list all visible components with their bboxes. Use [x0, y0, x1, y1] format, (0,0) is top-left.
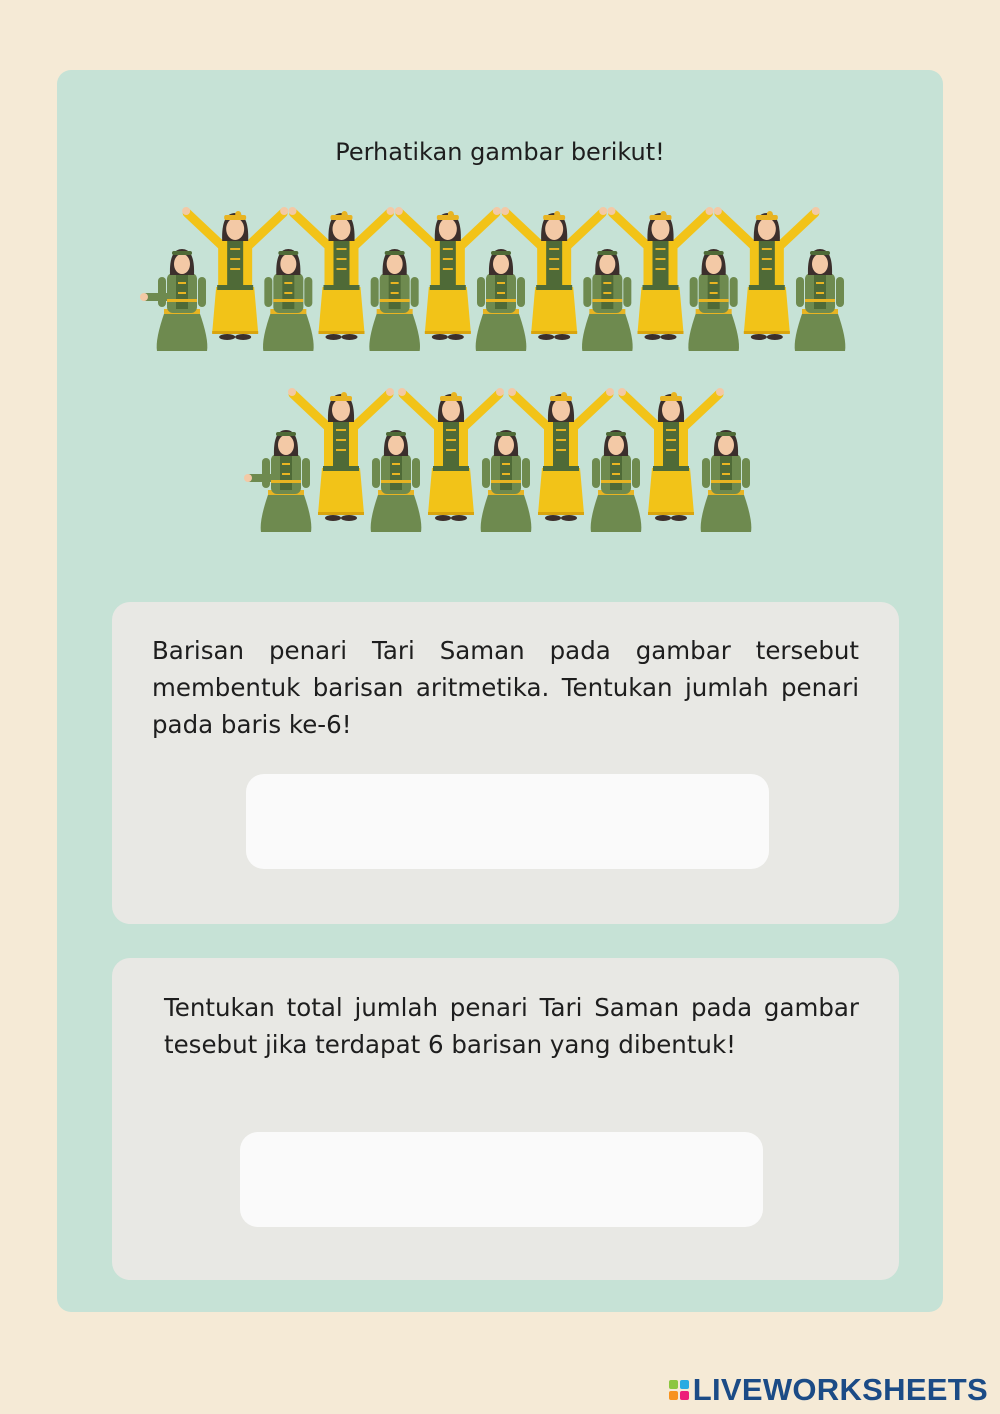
- saman-dancers-illustration: [142, 205, 860, 353]
- answer-input-1[interactable]: [246, 774, 769, 869]
- kneeling-dancer: [688, 249, 739, 351]
- question-card-1: [112, 602, 899, 924]
- kneeling-dancer: [369, 249, 420, 351]
- kneeling-dancer: [591, 430, 642, 532]
- liveworksheets-logo-icon: [669, 1380, 689, 1400]
- dancer-row-1: [142, 205, 860, 353]
- saman-dancers-illustration: [246, 386, 766, 534]
- kneeling-dancer: [795, 249, 846, 351]
- liveworksheets-brand[interactable]: [669, 1372, 988, 1408]
- question-1-text: Barisan penari Tari Saman pada gambar tersebut membentuk barisan aritmetika. Tentukan jumlah penari pada baris ke-6!: [152, 636, 859, 739]
- answer-input-2[interactable]: [240, 1132, 763, 1227]
- question-2-text: Tentukan total jumlah penari Tari Saman pada gambar tesebut jika terdapat 6 barisan yang dibentuk!: [164, 993, 859, 1059]
- kneeling-dancer: [582, 249, 633, 351]
- kneeling-dancer: [481, 430, 532, 532]
- instruction-text: Perhatikan gambar berikut!: [335, 138, 665, 166]
- kneeling-dancer: [476, 249, 527, 351]
- dancer-row-2: [246, 386, 766, 534]
- kneeling-dancer: [263, 249, 314, 351]
- question-card-2: [112, 958, 899, 1280]
- kneeling-dancer: [701, 430, 752, 532]
- kneeling-dancer: [371, 430, 422, 532]
- brand-text: LIVEWORKSHEETS: [692, 1372, 988, 1407]
- kneeling-dancer: [157, 249, 208, 351]
- kneeling-dancer: [261, 430, 312, 532]
